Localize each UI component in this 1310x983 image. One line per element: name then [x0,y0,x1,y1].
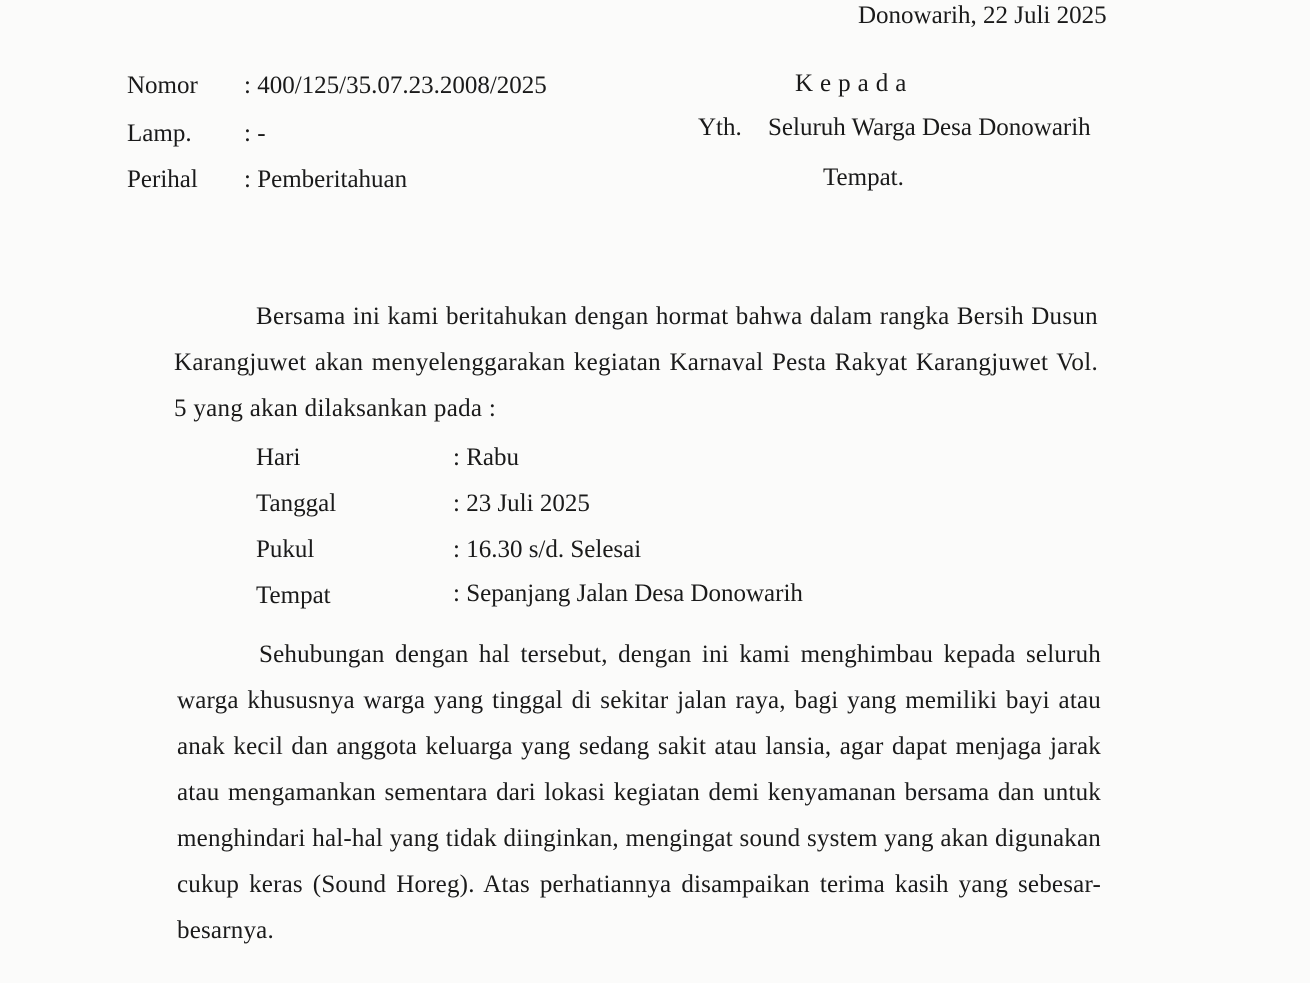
body-paragraph-2: Sehubungan dengan hal tersebut, dengan ini kami menghimbau kepada seluruh warga khususnya warga yang tinggal di sekitar jalan raya, bagi yang memiliki bayi atau anak kecil dan anggota keluarga yang sedang sakit atau lansia, agar dapat menjaga jarak atau mengamankan sementara dari lokasi kegiatan demi kenyamanan bersama dan untuk menghindari hal-hal yang tidak diinginkan, mengingat sound system yang akan digunakan cukup keras (Sound Horeg). Atas perhatiannya disampaikan terima kasih yang sebesar-besarnya. [177,641,1101,944]
nomor-label: Nomor [127,72,198,99]
detail-value-tanggal: : 23 Juli 2025 [453,490,590,517]
yth-label: Yth. [698,114,742,141]
detail-label-tempat: Tempat [256,582,331,609]
lamp-value: : - [244,120,266,147]
kepada-heading: Kepada [795,70,914,97]
perihal-value: : Pemberitahuan [244,166,408,193]
nomor-value: : 400/125/35.07.23.2008/2025 [244,72,547,99]
detail-value-hari: : Rabu [453,444,519,471]
perihal-label: Perihal [127,166,198,193]
detail-label-hari: Hari [256,444,301,471]
lamp-label: Lamp. [127,120,192,147]
detail-label-tanggal: Tanggal [256,490,337,517]
recipient-name: Seluruh Warga Desa Donowarih [768,114,1091,141]
detail-value-pukul: : 16.30 s/d. Selesai [453,536,642,563]
detail-value-tempat: : Sepanjang Jalan Desa Donowarih [453,580,803,607]
place-date: Donowarih, 22 Juli 2025 [858,2,1107,29]
body-paragraph-1: Bersama ini kami beritahukan dengan hormat bahwa dalam rangka Bersih Dusun Karangjuwet akan menyelenggarakan kegiatan Karnaval Pesta Rakyat Karangjuwet Vol. 5 yang akan dilaksankan pada : [174,303,1098,422]
detail-label-pukul: Pukul [256,536,315,563]
recipient-place: Tempat. [823,164,904,191]
